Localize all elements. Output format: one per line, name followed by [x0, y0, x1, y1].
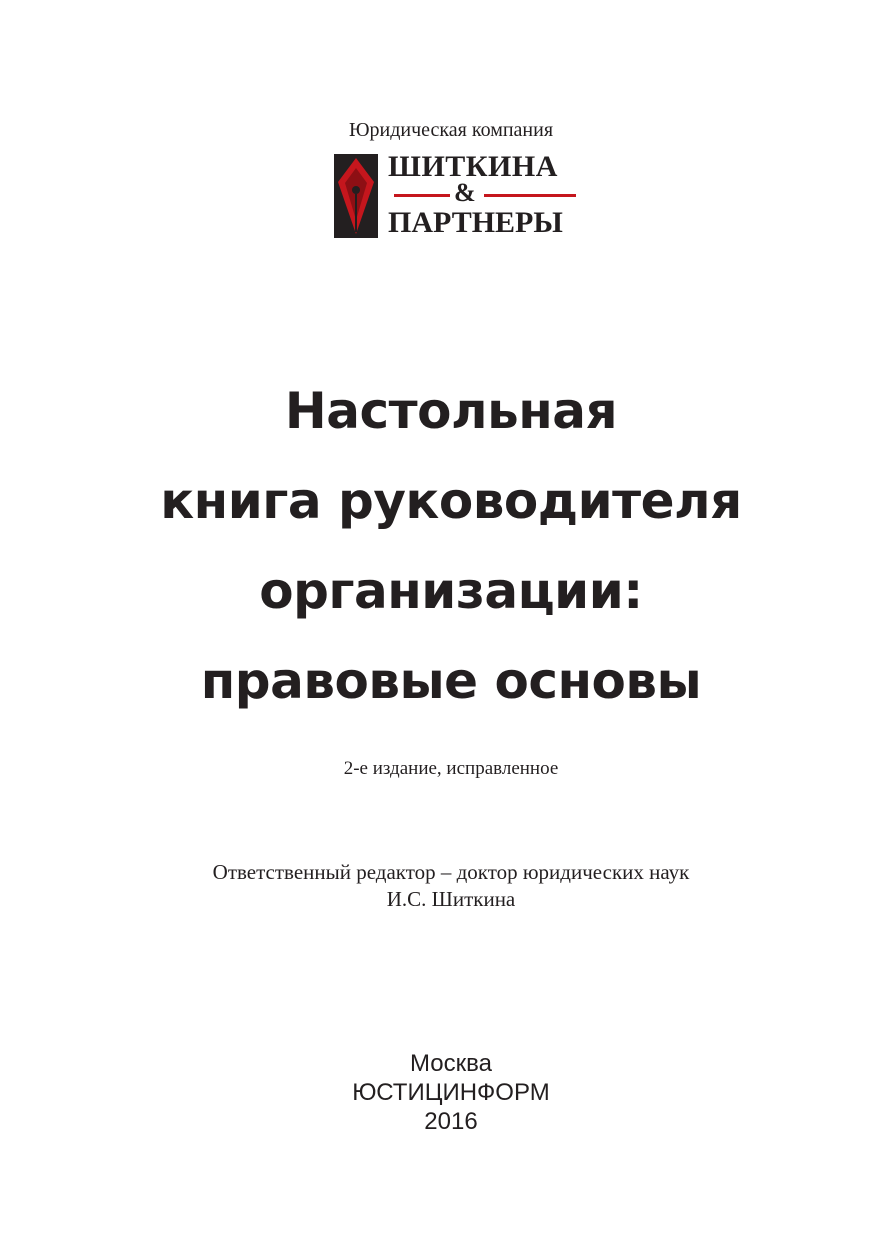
publisher-logo: [334, 152, 580, 238]
pen-nib-icon: [334, 154, 378, 238]
title-line-1: Настольная: [284, 382, 618, 440]
logo-text-line1: ШИТКИНА: [388, 150, 558, 183]
editor-block: [0, 859, 886, 913]
editor-role: Ответственный редактор – доктор юридических наук: [212, 860, 690, 884]
book-title: [0, 366, 886, 726]
imprint-city: Москва: [410, 1050, 492, 1077]
logo-text-line2: ПАРТНЕРЫ: [388, 206, 563, 239]
editor-name: И.С. Шиткина: [386, 887, 516, 911]
title-line-4: правовые основы: [200, 652, 702, 710]
imprint-year: 2016: [424, 1108, 478, 1135]
imprint: [0, 1049, 886, 1136]
company-caption: Юридическая компания: [348, 119, 554, 141]
imprint-publisher: ЮСТИЦИНФОРМ: [352, 1079, 550, 1106]
logo-rule-right: [484, 194, 576, 197]
edition-note: 2-е издание, исправленное: [343, 758, 559, 779]
logo-rule-left: [394, 194, 450, 197]
title-line-2: книга руководителя: [160, 472, 742, 530]
title-line-3: организации:: [259, 562, 643, 620]
logo-ampersand: &: [454, 178, 476, 207]
